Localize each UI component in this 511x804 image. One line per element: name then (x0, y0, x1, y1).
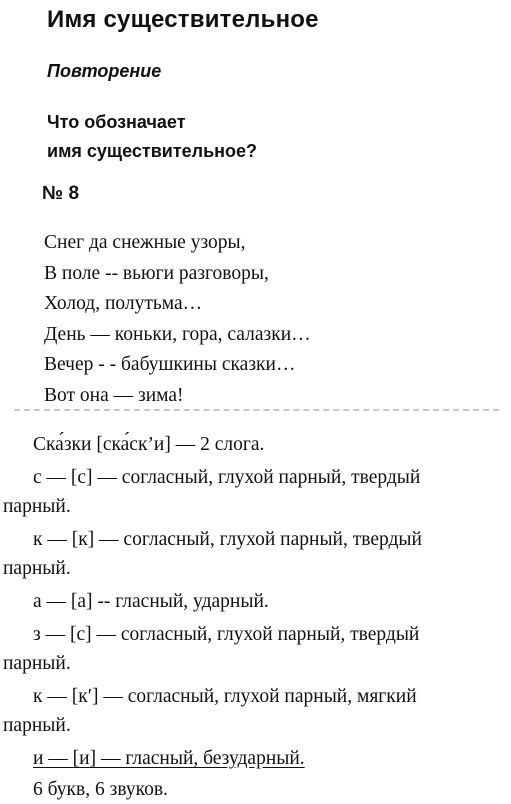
section-heading: Повторение (47, 61, 162, 81)
exercise-number: № 8 (42, 183, 80, 204)
analysis-line: с — [с] — согласный, глухой парный, твердый (33, 467, 421, 488)
poem-line: В поле -- вьюги разговоры, (44, 262, 269, 284)
phonetic-analysis (3, 430, 503, 804)
analysis-line: а — [а] -- гласный, ударный. (33, 591, 269, 612)
question-line-1: Что обозначает (47, 112, 186, 132)
analysis-line-text: и — [и] — гласный, безударный. (33, 748, 305, 769)
analysis-line: к — [к′] — согласный, глухой парный, мягкий (33, 686, 417, 707)
question-heading (47, 108, 257, 166)
analysis-line: парный. (3, 558, 71, 579)
poem-line: Снег да снежные узоры, (44, 232, 246, 253)
poem-line: День — коньки, гора, салазки… (44, 323, 311, 345)
analysis-line-underlined (33, 744, 503, 773)
analysis-line: парный. (3, 496, 71, 517)
analysis-line: з — [с] — согласный, глухой парный, твердый (33, 624, 420, 645)
poem-line: Вечер - - бабушкины сказки… (44, 354, 296, 375)
poem (44, 228, 311, 411)
poem-line: Вот она — зима! (44, 384, 184, 406)
section-divider (14, 409, 499, 411)
analysis-line: парный. (3, 653, 71, 674)
analysis-header: Ска́зки [ска́ск’и] — 2 слога. (33, 434, 265, 455)
poem-line: Холод, полутьма… (44, 293, 203, 314)
analysis-line: парный. (3, 715, 71, 736)
page-title: Имя существительное (47, 6, 319, 33)
question-line-2: имя существительное? (47, 141, 258, 161)
analysis-summary: 6 букв, 6 звуков. (33, 779, 168, 800)
analysis-line: к — [к] — согласный, глухой парный, твердый (33, 529, 422, 550)
